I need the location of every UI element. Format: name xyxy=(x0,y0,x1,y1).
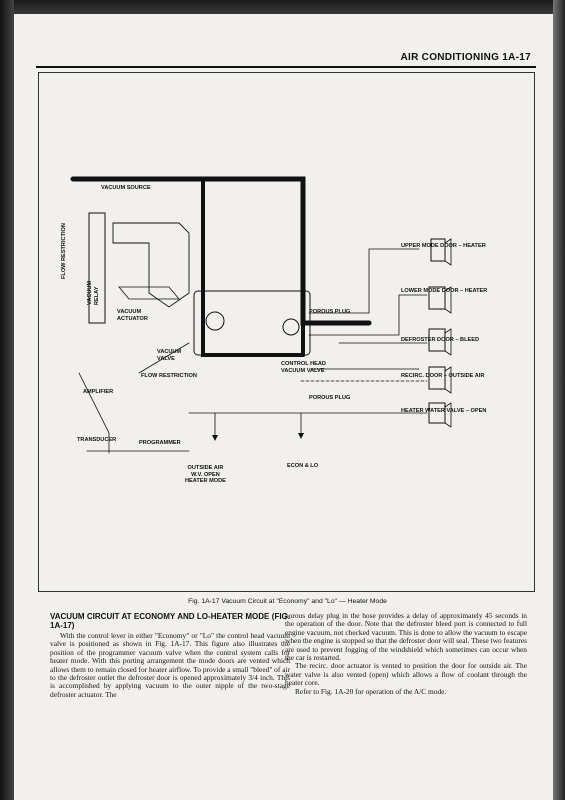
text-column-left xyxy=(50,612,290,699)
running-head: AIR CONDITIONING 1A-17 xyxy=(400,52,531,63)
figure-caption: Fig. 1A-17 Vacuum Circuit at "Economy" and "Lo" — Heater Mode xyxy=(188,598,387,605)
left-paragraph: With the control lever in either "Economy" or "Lo" the control head vacuum valve is positioned as shown in Fig. 1A-17. This figure also illustrates the position of the programmer vacuum valve when the control system calls for heater mode. With this porting arrangement the mode doors are vented which allows them to remain closed for heater airflow. To provide a small "bleed" of air to the defroster outlet the defroster door is opened approximately 3/4 inch. This is accomplished by applying vacuum to the outer nipple of the two-stage defroster actuator. The xyxy=(50,631,290,699)
scan-edge-right xyxy=(553,0,565,800)
label-amplifier: AMPLIFIER xyxy=(83,389,114,395)
label-recirc-door: RECIRC. DOOR – OUTSIDE AIR xyxy=(401,373,485,379)
label-heater-water-valve: HEATER WATER VALVE – OPEN xyxy=(401,408,487,414)
label-transducer: TRANSDUCER xyxy=(77,437,117,443)
vacuum-circuit-figure xyxy=(38,72,535,605)
label-flow-restriction-top: FLOW RESTRICTION xyxy=(61,223,67,279)
label-vacuum-actuator: VACUUM ACTUATOR xyxy=(117,309,148,322)
right-paragraph-1: porous delay plug in the hose provides a delay of approximately 45 seconds in the operation of the door. Note that the defroster bleed port is connected to full engine vacuum, not checked vacuum. This is done to allow the vacuum to escape when the engine is stopped so that the defroster door will seal. These two features are used to prevent fogging of the windshield which sometimes can occur when the car is restarted. xyxy=(285,611,527,663)
label-outside-air: OUTSIDE AIR W.V. OPEN HEATER MODE xyxy=(185,465,226,484)
label-vacuum-relay: VACUUM RELAY xyxy=(87,280,100,305)
header-rule xyxy=(36,66,536,68)
label-defroster-door: DEFROSTER DOOR – BLEED xyxy=(401,337,480,343)
label-econ-lo: ECON & LO xyxy=(287,463,319,469)
label-programmer: PROGRAMMER xyxy=(139,440,181,446)
door-actuators xyxy=(429,239,445,423)
right-paragraph-2: The recirc. door actuator is vented to position the door for outside air. The water valve is also vented (open) which allows a flow of coolant through the heater core. xyxy=(285,661,527,688)
programmer-valve-body xyxy=(194,291,310,355)
scan-edge-top xyxy=(0,0,565,14)
label-lower-mode-door: LOWER MODE DOOR – HEATER xyxy=(401,288,488,294)
vacuum-supply-branch xyxy=(203,179,303,355)
scan-edge-left xyxy=(0,0,14,800)
label-porous-plug-1: POROUS PLUG xyxy=(309,309,351,315)
label-vacuum-source: VACUUM SOURCE xyxy=(101,185,151,191)
label-flow-restriction-mid: FLOW RESTRICTION xyxy=(141,373,197,379)
label-porous-plug-2: POROUS PLUG xyxy=(309,395,351,401)
vacuum-circuit-diagram xyxy=(39,73,536,593)
right-paragraph-3: Refer to Fig. 1A-20 for operation of the A/C mode. xyxy=(295,686,447,696)
vacuum-relay-body xyxy=(89,213,105,323)
vacuum-source-line xyxy=(73,179,369,323)
label-upper-mode-door: UPPER MODE DOOR – HEATER xyxy=(401,243,486,249)
label-vacuum-valve: VACUUM VALVE xyxy=(157,349,182,362)
text-column-right xyxy=(285,612,527,696)
label-control-head-vacuum-valve: CONTROL HEAD VACUUM VALVE xyxy=(281,361,326,374)
section-heading: VACUUM CIRCUIT AT ECONOMY AND LO-HEATER MODE (FIG. 1A-17) xyxy=(50,612,290,630)
vacuum-actuator-body xyxy=(113,223,189,307)
